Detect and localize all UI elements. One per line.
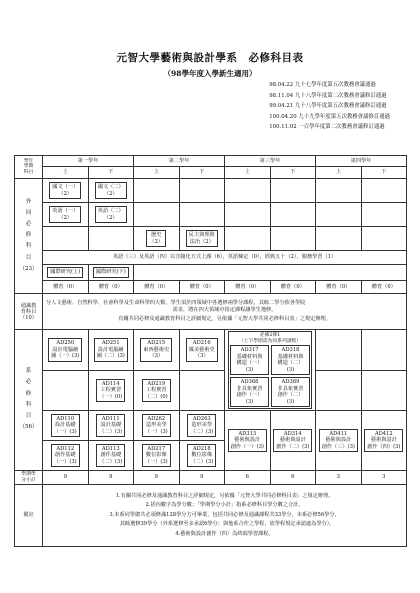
course-box: 國際研究(上)	[47, 267, 83, 278]
table-corner: 學年 學期 科目	[15, 156, 43, 179]
remark-line: 其餘選修39學分（外系選修至多承認6學分；與他系合作之學程，依學程規定承認處為學分）。	[114, 521, 335, 528]
year-header: 第一學年	[43, 156, 134, 167]
department-required-label: 系 必 修 科 目 （56）	[15, 330, 43, 471]
elective-group-cell	[225, 330, 316, 411]
course-box: AD216 媒美藝術史 （3）	[186, 338, 218, 362]
course-cell	[134, 441, 180, 471]
revision-note: 99.04.21 九十八學年度第五次教務會議修訂通過	[269, 103, 387, 109]
course-cell	[88, 265, 134, 281]
course-cell	[179, 227, 225, 251]
credit-cell: 6	[225, 471, 271, 485]
course-box: AD369 非具象實習 創作（二）(3)	[271, 377, 310, 407]
year-header: 第二學年	[134, 156, 225, 167]
credit-cell: 9	[134, 471, 180, 485]
course-box: 國文（二） （2）	[95, 182, 127, 199]
course-cell	[179, 330, 225, 371]
course-box: 民主與理與 法治（2）	[186, 230, 218, 247]
pe-cell: 體育（0）	[134, 281, 180, 294]
english-service-row: 英語（三）及英語（四）以含隨化方式上課（6），英語檢定（0），經典五十（2），服務學習（1）	[43, 251, 407, 265]
course-box: AD412 藝術與設計 創作（四）(3)	[364, 429, 403, 453]
pe-cell: 體育（0）	[361, 281, 407, 294]
general-required-label: 外 同 必 修 科 目 （23）	[15, 179, 43, 294]
remark-line: 4.藝術與設計創作（四）為終端學習課程。	[175, 530, 274, 537]
semester-header: 下	[270, 167, 316, 179]
course-cell	[43, 203, 89, 227]
course-box: 歷史 （2）	[146, 230, 166, 247]
remark-line: 2.括內數字為學分數；「學期學分小計」指系必修科目學分數之合計。	[145, 502, 304, 509]
course-cell	[179, 411, 225, 441]
course-box: 國際研究(下)	[93, 267, 129, 278]
semester-header: 下	[88, 167, 134, 179]
course-box: AD113 創作基礎 （二）(3)	[96, 444, 125, 468]
course-cell	[316, 411, 362, 471]
course-cell	[134, 370, 180, 411]
course-cell	[43, 265, 89, 281]
year-header: 第四學年	[316, 156, 407, 167]
semester-header: 下	[179, 167, 225, 179]
course-box: AD411 藝術與設計 創作（三）(3)	[319, 429, 358, 453]
course-box: 國文（一） （2）	[49, 182, 81, 199]
general-education-label: 通識教 育科目 （10）	[15, 294, 43, 330]
course-box: AD217 數位影像 （一）(3)	[142, 444, 171, 468]
credit-cell: 9	[88, 471, 134, 485]
course-box: AD318 基礎材料與 構造（二）(3)	[271, 345, 310, 375]
course-box: AD262 造形美學 （一）(3)	[142, 414, 171, 438]
course-box: AD250 設計電腦繪 圖（一）(3)	[48, 338, 82, 362]
remarks-label: 備註	[15, 485, 43, 547]
course-box: AD114 工程實習 （一）(0)	[96, 379, 125, 403]
course-cell	[88, 370, 134, 411]
course-box: AD215 東西藝術史 （3）	[140, 338, 172, 362]
course-cell	[88, 330, 134, 371]
course-box: 英語（一） （2）	[49, 206, 81, 223]
elective-group-title: 必修2擇1 （上下學期需為同系列課程）	[238, 333, 302, 344]
semester-header: 上	[225, 167, 271, 179]
revision-note: 100.04.20 九十九學年度第五次教務會議修訂通過	[269, 113, 390, 120]
credit-cell: 3	[361, 471, 407, 485]
course-cell	[88, 411, 134, 441]
course-box: AD219 工程實習 （二）(0)	[142, 379, 171, 403]
course-box: AD263 造形美學 （二）(3)	[187, 414, 216, 438]
credit-cell: 9	[43, 471, 89, 485]
revision-note: 98.11.04 九十八學年度第二次教務會議修訂通過	[269, 92, 387, 99]
course-box: AD317 基礎材料與 構造（一）(3)	[230, 345, 269, 375]
remark-line: 1.有關共同必修及通識教育科目之詳細規定，另依據「元智大學共同必修科目表」之規定辦理。	[115, 492, 334, 499]
course-cell	[43, 179, 89, 203]
course-box: AD111 設計基礎 （二）(3)	[96, 414, 125, 438]
remark-line: 3.本系同學總共必須修滿128學分方可畢業，包括共同必修及通識課程共33學分，本系必修56學分，	[109, 511, 340, 518]
course-cell	[88, 179, 134, 203]
semester-header: 上	[43, 167, 89, 179]
revision-note: 100.11.02 一百學年度第二次教務會議修訂通過	[269, 124, 385, 130]
credit-cell: 6	[270, 471, 316, 485]
required-courses-table	[14, 155, 407, 547]
course-cell	[361, 411, 407, 471]
revision-notes	[269, 80, 390, 133]
course-cell	[134, 411, 180, 441]
course-cell	[270, 411, 316, 471]
pe-cell: 體育（0）	[179, 281, 225, 294]
course-cell	[88, 441, 134, 471]
remarks-text	[43, 485, 407, 547]
course-box: AD313 藝術與設計 創作（一）(3)	[228, 429, 267, 453]
course-cell	[134, 227, 180, 251]
course-cell	[43, 411, 89, 441]
year-header: 第三學年	[225, 156, 316, 167]
credit-cell: 3	[316, 471, 362, 485]
revision-note: 98.04.22 九十七學年度第五次教務會議通過	[269, 82, 376, 88]
pe-cell: 體育（0）	[88, 281, 134, 294]
course-box: AD251 設計電腦繪 圖（二）(3)	[94, 338, 128, 362]
course-box: AD368 非具象實習 創作（一）(3)	[230, 377, 269, 407]
general-education-text: 分人文藝術、自然科學、社會科學及生命科學四大類，學生須於四領域中各選修兩學分課程，其餘二學分依各學院 需求，將在四大領域中指定課程讓學生選修。 有關共同必修及通識教育科目之詳細規定，另依據「元智大學共同必修科目表」之規定辦理。	[43, 294, 407, 330]
course-box: AD112 創作基礎 （一）(3)	[51, 444, 80, 468]
course-box: 英語（二） （2）	[95, 206, 127, 223]
pe-cell: 體育（0）	[270, 281, 316, 294]
semester-header: 上	[316, 167, 362, 179]
course-box: AD218 數位影像 （二）(3)	[187, 444, 216, 468]
course-cell	[43, 441, 89, 471]
course-cell	[88, 203, 134, 227]
credits-label: 學期學 分小計	[15, 471, 43, 485]
credit-cell: 9	[179, 471, 225, 485]
course-box: AD314 藝術與設計 創作（二）(3)	[273, 429, 312, 453]
semester-header: 上	[134, 167, 180, 179]
course-cell	[43, 330, 89, 371]
course-cell	[134, 330, 180, 371]
course-cell	[225, 411, 271, 471]
course-box: AD110 設計基礎 （一）(3)	[51, 414, 80, 438]
semester-header: 下	[361, 167, 407, 179]
page-title: 元智大學藝術與設計學系 必修科目表	[116, 52, 304, 64]
pe-cell: 體育（0）	[43, 281, 89, 294]
course-cell	[179, 441, 225, 471]
page-subtitle: （98學年度入學新生適用）	[163, 69, 257, 78]
pe-cell: 體育（0）	[225, 281, 271, 294]
pe-cell: 體育（0）	[316, 281, 362, 294]
